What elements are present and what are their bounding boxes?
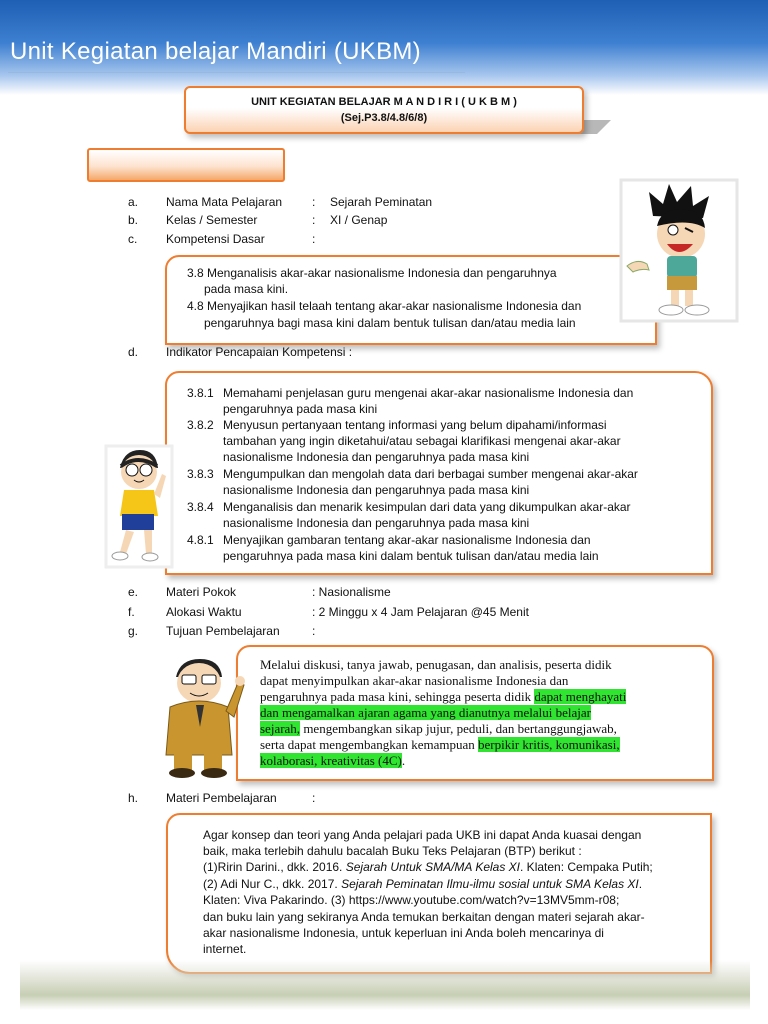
- objective-text: serta dapat mengembangkan kemampuan: [260, 737, 479, 752]
- item-letter-g: g.: [128, 624, 139, 638]
- objective-box: [236, 645, 714, 781]
- objective-text: .: [401, 753, 406, 768]
- objective-line-3: [260, 689, 626, 705]
- class-value: XI / Genap: [330, 213, 388, 227]
- item-letter-a: a.: [128, 195, 139, 209]
- indicator-number: 4.8.1: [187, 533, 214, 547]
- materi-line-1: Agar konsep dan teori yang Anda pelajari pada UKB ini dapat Anda kuasai dengan: [203, 828, 642, 842]
- subject-colon: :: [312, 195, 316, 209]
- teacher-cartoon-figure: [156, 655, 248, 779]
- materi-line-6: dan buku lain yang sekiranya Anda temukan berkaitan dengan materi sejarah akar-: [203, 910, 645, 924]
- indicator-number: 3.8.2: [187, 418, 214, 432]
- subject-value: Sejarah Peminatan: [330, 195, 433, 209]
- item-letter-e: e.: [128, 585, 139, 599]
- objective-label: Tujuan Pembelajaran: [166, 624, 280, 638]
- title-underline: [8, 72, 465, 73]
- header-code: (Sej.P3.8/4.8/6/8): [340, 112, 428, 124]
- footer-decoration: [20, 960, 750, 1010]
- objective-line-2: dapat menyimpulkan akar-akar nasionalisme Indonesia dan: [260, 673, 569, 688]
- kd-colon: :: [312, 232, 316, 246]
- main-material-value: : Nasionalisme: [312, 585, 391, 599]
- item-letter-f: f.: [128, 605, 135, 619]
- indicator-line: Menyajikan gambaran tentang akar-akar nasionalisme Indonesia dan: [223, 533, 591, 547]
- indicators-label: Indikator Pencapaian Kompetensi :: [166, 345, 353, 359]
- class-colon: :: [312, 213, 316, 227]
- ukbm-header-box: [184, 86, 584, 134]
- materi-line-5: Klaten: Viva Pakarindo. (3) https://www.youtube.com/watch?v=13MV5mm-r08;: [203, 893, 620, 907]
- indicator-line: pengaruhnya pada masa kini dalam bentuk tulisan dan/atau media lain: [223, 549, 599, 563]
- kd-box: [165, 255, 657, 345]
- suneo-cartoon-figure: [619, 178, 739, 323]
- objective-line-7: [260, 753, 405, 769]
- indicator-number: 3.8.4: [187, 500, 214, 514]
- indicator-line: Mengumpulkan dan mengolah data dari berbagai sumber mengenai akar-akar: [223, 467, 638, 481]
- materi-line-2: baik, maka terlebih dahulu bacalah Buku Teks Pelajaran (BTP) berikut :: [203, 844, 582, 858]
- objective-highlight: berpikir kritis, komunikasi,: [478, 737, 620, 752]
- objective-line-1: Melalui diskusi, tanya jawab, penugasan, dan analisis, peserta didik: [260, 657, 612, 672]
- indicator-line: nasionalisme Indonesia dan pengaruhnya pada masa kini: [223, 483, 530, 497]
- indicator-line: Menyusun pertanyaan tentang informasi yang belum dipahami/informasi: [223, 418, 607, 432]
- learning-material-colon: :: [312, 791, 316, 805]
- item-letter-c: c.: [128, 232, 138, 246]
- class-label: Kelas / Semester: [166, 213, 258, 227]
- indicator-line: nasionalisme Indonesia dan pengaruhnya pada masa kini: [223, 450, 530, 464]
- reference-author: (2) Adi Nur C., dkk. 2017.: [203, 877, 342, 891]
- kd-label: Kompetensi Dasar: [166, 232, 265, 246]
- indicator-line: Memahami penjelasan guru mengenai akar-akar nasionalisme Indonesia dan: [223, 386, 634, 400]
- objective-text: mengembangkan sikap jujur, peduli, dan bertanggungjawab,: [300, 721, 617, 736]
- indicator-line: tambahan yang ingin diketahui/atau sebagai klarifikasi mengenai akar-akar: [223, 434, 621, 448]
- item-letter-b: b.: [128, 213, 139, 227]
- kd-item-2-line-1: 4.8 Menyajikan hasil telaah tentang akar-akar nasionalisme Indonesia dan: [187, 299, 582, 313]
- objective-colon: :: [312, 624, 316, 638]
- time-allocation-value: : 2 Minggu x 4 Jam Pelajaran @45 Menit: [312, 605, 529, 619]
- item-letter-d: d.: [128, 345, 139, 359]
- kd-item-1-line-2: pada masa kini.: [204, 282, 289, 296]
- indicator-line: Menganalisis dan menarik kesimpulan dari data yang dikumpulkan akar-akar: [223, 500, 631, 514]
- nobita-cartoon-figure: [104, 444, 174, 569]
- time-allocation-label: Alokasi Waktu: [166, 605, 242, 619]
- learning-material-box: [166, 813, 712, 974]
- reference-author: (1)Ririn Darini., dkk. 2016.: [203, 860, 346, 874]
- reference-title: Sejarah Peminatan Ilmu-ilmu sosial untuk SMA Kelas XI: [341, 877, 639, 891]
- item-letter-h: h.: [128, 791, 139, 805]
- materi-line-7: akar nasionalisme Indonesia, untuk keperluan ini Anda boleh mencarinya di: [203, 926, 604, 940]
- indicators-box: [165, 371, 713, 575]
- reference-publisher: . Klaten: Cempaka Putih;: [520, 860, 653, 874]
- subject-label: Nama Mata Pelajaran: [166, 195, 283, 209]
- materi-line-3: [203, 859, 653, 876]
- indicator-line: pengaruhnya pada masa kini: [223, 402, 378, 416]
- reference-title: Sejarah Untuk SMA/MA Kelas XI: [345, 860, 521, 874]
- objective-highlight: dan mengamalkan ajaran agama yang dianutnya melalui belajar: [260, 705, 591, 720]
- section-label-bar: [87, 148, 285, 182]
- indicator-line: nasionalisme Indonesia dan pengaruhnya pada masa kini: [223, 516, 530, 530]
- objective-highlight: sejarah,: [260, 721, 301, 736]
- objective-highlight: kolaborasi, kreativitas (4C): [260, 753, 402, 768]
- objective-text: pengaruhnya pada masa kini, sehingga peserta didik: [260, 689, 535, 704]
- materi-line-8: internet.: [203, 942, 247, 956]
- learning-material-label: Materi Pembelajaran: [166, 791, 277, 805]
- kd-item-2-line-2: pengaruhnya bagi masa kini dalam bentuk tulisan dan/atau media lain: [204, 316, 576, 330]
- objective-line-5: [260, 721, 617, 737]
- indicator-number: 3.8.1: [187, 386, 214, 400]
- indicator-number: 3.8.3: [187, 467, 214, 481]
- objective-highlight: dapat menghayati: [534, 689, 627, 704]
- objective-line-4: [260, 705, 591, 721]
- kd-item-1-line-1: 3.8 Menganalisis akar-akar nasionalisme Indonesia dan pengaruhnya: [187, 266, 557, 280]
- page-title: Unit Kegiatan belajar Mandiri (UKBM): [10, 38, 421, 65]
- materi-line-4: [203, 876, 642, 893]
- header-title: UNIT KEGIATAN BELAJAR M A N D I R I ( U K B M ): [251, 96, 517, 108]
- reference-punct: .: [638, 877, 643, 891]
- main-material-label: Materi Pokok: [166, 585, 237, 599]
- objective-line-6: [260, 737, 620, 753]
